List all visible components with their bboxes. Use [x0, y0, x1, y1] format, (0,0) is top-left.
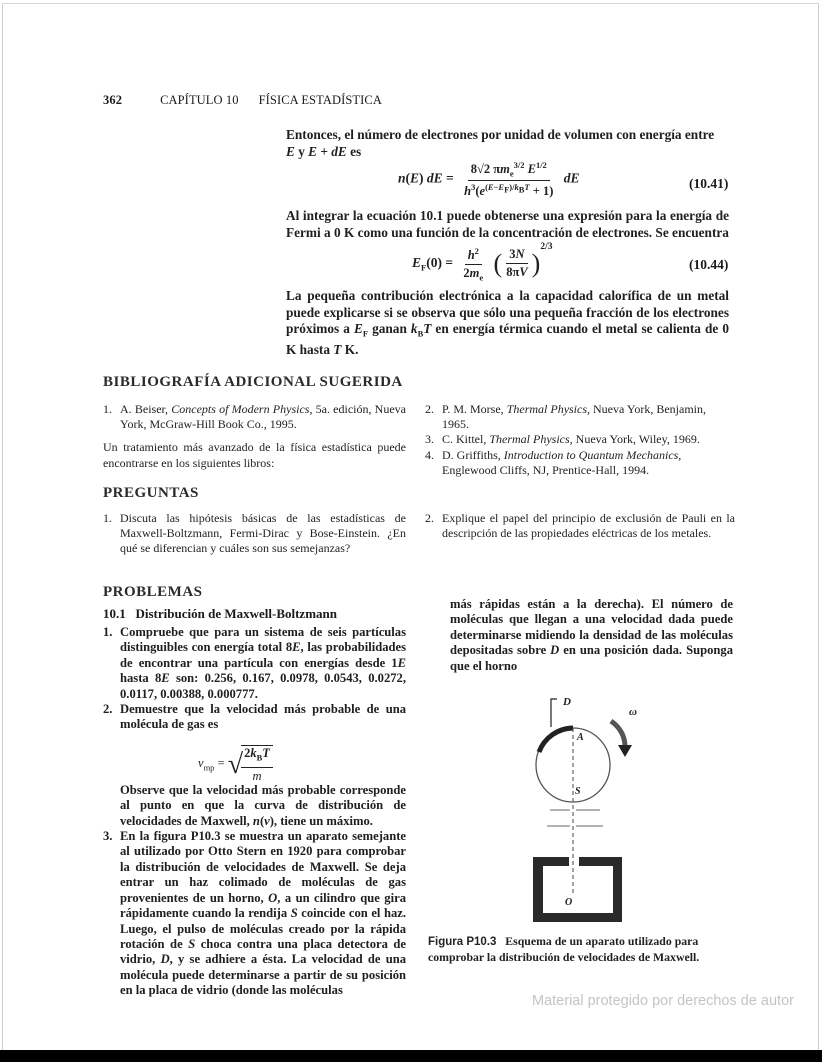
problem-3-continued: más rápidas están a la derecha). El número de moléculas que llegan a una velocidad dada puede determinarse midiendo la densidad de las moléculas depositadas sobre D en una posición dada. Suponga que el horno — [450, 597, 733, 673]
bibliography-heading: BIBLIOGRAFÍA ADICIONAL SUGERIDA — [103, 374, 403, 390]
label-o: O — [565, 897, 573, 908]
intro-paragraph-2: Al integrar la ecuación 10.1 puede obtenerse una expresión para la energía de Fermi a 0 K como una función de la concentración de electrones. Se encuentra — [286, 208, 729, 240]
problem-1: 1. Compruebe que para un sistema de seis partículas distinguibles con energía total 8E, las probabilidades de encontrar una partícula con energías desde 1E hasta 8E son: 0.256, 0.167, 0.0978, 0.0543, 0.0272, 0.0117, 0.00388, 0.000777. — [103, 625, 407, 701]
problem-2 — [103, 702, 406, 733]
bibliography-item-4 — [425, 448, 735, 478]
running-header — [103, 93, 382, 108]
problems-heading: PROBLEMAS — [103, 584, 203, 600]
item-number: 2. — [103, 702, 113, 717]
item-number: 4. — [425, 447, 434, 462]
author: A. Beiser, — [120, 402, 172, 416]
label-omega: ω — [629, 706, 637, 718]
item-number: 3. — [103, 829, 113, 844]
bibliography-left-column — [103, 402, 406, 471]
bottom-black-bar — [0, 1050, 822, 1062]
rotation-arrowhead-icon — [618, 745, 632, 757]
publication-info: Nueva York, Benjamin, 1965. — [442, 402, 707, 432]
label-a: A — [577, 732, 584, 743]
intro-paragraph-3: La pequeña contribución electrónica a la capacidad calorífica de un metal puede explicarse si se observa que sólo una pequeña fracción de los electrones próximos a $E_F$ ganan $k_BT$ en energía térmica cuando el metal se calienta de 0 K hasta T K. — [286, 288, 729, 358]
figure-p10-3-diagram — [495, 695, 645, 925]
problem-3: 3. En la figura P10.3 se muestra un aparato semejante al utilizado por Otto Stern en 1920 para comprobar la distribución de velocidades de Maxwell. Se deja entrar un haz colimado de moléculas de gas provenientes de un horno, O, a un cilindro que gira rápidamente cuando la rendija S coincide con el haz. Luego, el pulso de moléculas creado por la rápida rotación de S choca contra una placa detectora de vidrio, D, y se adhiere a ésta. La velocidad de una molécula puede determinarse a partir de su posición en la placa de vidrio (donde las moléculas — [103, 829, 407, 998]
item-number: 1. — [103, 402, 112, 416]
label-d: D — [563, 696, 571, 708]
author: C. Kittel, — [442, 432, 490, 447]
bibliography-right-column — [425, 402, 735, 478]
chapter-title: FÍSICA ESTADÍSTICA — [258, 93, 382, 107]
problem-text: Demuestre que la velocidad más probable de una molécula de gas es — [120, 702, 406, 732]
intro-line-1: Entonces, el número de electrones por unidad de volumen con energía entre — [286, 127, 715, 142]
detector-plate-arc — [539, 728, 573, 752]
publication-info: 5a. edición, Nueva York, McGraw-Hill Book Co., 1995. — [120, 402, 406, 432]
item-number: 2. — [425, 511, 434, 525]
equation-vmp: $v_{mp}$ = √ $\frac{2k_BT}{m}$ — [103, 733, 406, 783]
book-title: Thermal Physics, — [506, 402, 591, 416]
equation-10-44: $E_F(0)$ = $\frac{h^2}{2m_e}$ ( $\frac{3N}{8\pi V}$ )$^{2/3}$ — [412, 242, 553, 283]
author: P. M. Morse, — [442, 402, 507, 416]
label-s: S — [575, 786, 581, 797]
problems-subsection-heading: 10.1 Distribución de Maxwell-Boltzmann — [103, 606, 337, 621]
item-number: 2. — [425, 402, 434, 416]
bibliography-item-1 — [103, 402, 406, 432]
question-1 — [103, 511, 406, 557]
question-2 — [425, 511, 735, 541]
equation-10-41: n(E) dE = $\frac{8√2 \pi m_e^{3/2} E^{1/2}}{h^3(e^{(E-E_F)/k_BT} + 1)}$ dE — [398, 160, 580, 198]
equation-number-10-41: (10.41) — [689, 176, 729, 191]
book-title: Introduction to Quantum Mechanics, — [503, 447, 682, 462]
problem-2-followup: Observe que la velocidad más probable corresponde al punto en que la curva de distribución de velocidades de Maxwell, n(v), tiene un máximo. — [120, 782, 406, 828]
figure-caption-label: Figura P10.3 — [428, 936, 497, 948]
page-number: 362 — [103, 93, 123, 107]
book-title: Thermal Physics, — [489, 432, 573, 447]
figure-caption — [428, 934, 738, 965]
bibliography-note: Un tratamiento más avanzado de la física estadística puede encontrarse en los siguientes libros: — [103, 440, 406, 470]
bibliography-item-2 — [425, 402, 735, 432]
question-text: Discuta las hipótesis básicas de las estadísticas de Maxwell-Boltzmann, Fermi-Dirac y Bose-Einstein. ¿En qué se diferencian y cuáles son sus semejanzas? — [120, 511, 406, 556]
question-text: Explique el papel del principio de exclusión de Pauli en la descripción de las propiedades eléctricas de los metales. — [442, 511, 735, 541]
item-number: 1. — [103, 511, 112, 525]
publication-info: Nueva York, Wiley, 1969. — [572, 432, 700, 447]
bibliography-item-3 — [425, 432, 735, 447]
book-title: Concepts of Modern Physics, — [171, 402, 313, 416]
rotation-arrow-icon — [611, 721, 625, 747]
questions-heading: PREGUNTAS — [103, 485, 199, 501]
problems-left-column — [103, 625, 406, 999]
item-number: 1. — [103, 625, 113, 639]
item-number: 3. — [425, 432, 434, 447]
equation-number-10-44: (10.44) — [689, 257, 729, 272]
publication-info: Englewood Cliffs, NJ, Prentice-Hall, 1994. — [442, 462, 650, 477]
chapter-label: CAPÍTULO 10 — [160, 93, 239, 107]
detector-leader-line — [551, 699, 557, 727]
intro-line-2: E y E + dE es — [286, 143, 362, 159]
copyright-watermark: Material protegido por derechos de autor — [532, 993, 794, 1009]
intro-paragraph-1 — [286, 127, 729, 160]
figure-caption-text: Esquema de un aparato utilizado para comprobar la distribución de velocidades de Maxwell. — [428, 934, 700, 964]
author: D. Griffiths, — [442, 447, 504, 462]
oven-body — [533, 857, 622, 922]
